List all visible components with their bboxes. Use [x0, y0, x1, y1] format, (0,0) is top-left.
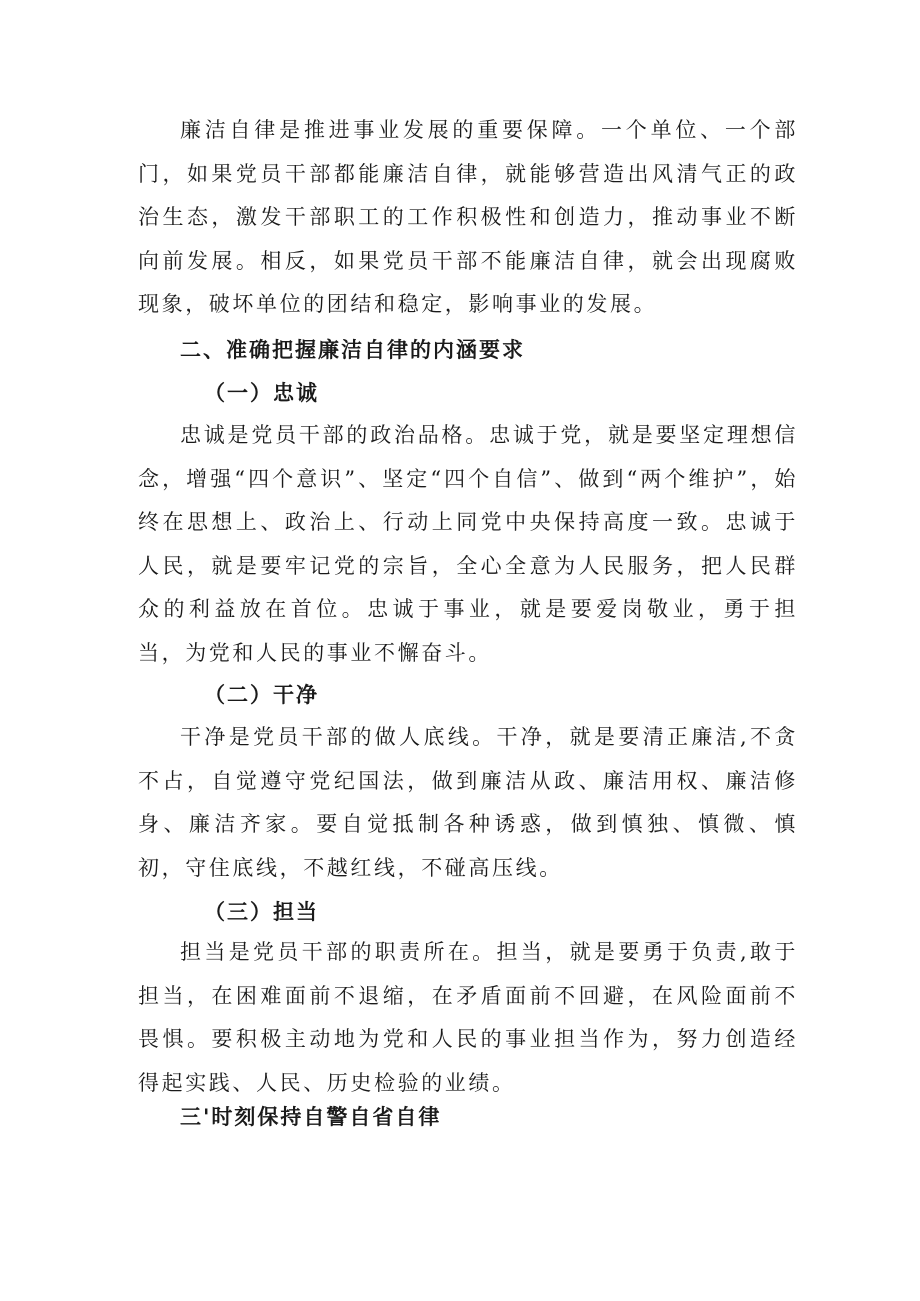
clean-paragraph: 干净是党员干部的做人底线。干净，就是要清正廉洁,不贪不占，自觉遵守党纪国法，做到廉洁从政、廉洁用权、廉洁修身、廉洁齐家。要自觉抵制各种诱惑，做到慎独、慎微、慎初，守住底线，不越红线，不碰高压线。	[138, 725, 798, 880]
subheading-clean: （二）干净	[204, 682, 319, 707]
responsibility-paragraph: 担当是党员干部的职责所在。担当，就是要勇于负责,敢于担当，在困难面前不退缩，在矛盾面前不回避，在风险面前不畏惧。要积极主动地为党和人民的事业担当作为，努力创造经得起实践、人民、历史检验的业绩。	[138, 940, 798, 1095]
intro-paragraph: 廉洁自律是推进事业发展的重要保障。一个单位、一个部门，如果党员干部都能廉洁自律，就能够营造出风清气正的政治生态，激发干部职工的工作积极性和创造力，推动事业不断向前发展。相反，如果党员干部不能廉洁自律，就会出现腐败现象，破坏单位的团结和稳定，影响事业的发展。	[138, 118, 798, 317]
loyalty-paragraph: 忠诚是党员干部的政治品格。忠诚于党，就是要坚定理想信念，增强“四个意识”、坚定“四个自信”、做到“两个维护”，始终在思想上、政治上、行动上同党中央保持高度一致。忠诚于人民，就是要牢记党的宗旨，全心全意为人民服务，把人民群众的利益放在首位。忠诚于事业，就是要爱岗敬业，勇于担当，为党和人民的事业不懈奋斗。	[138, 423, 798, 665]
subheading-loyalty: （一）忠诚	[204, 380, 319, 405]
subheading-responsibility: （三）担当	[204, 899, 319, 924]
section-heading-3: 三'时刻保持自警自省自律	[180, 1104, 442, 1129]
section-heading-2: 二、准确把握廉洁自律的内涵要求	[180, 337, 525, 362]
